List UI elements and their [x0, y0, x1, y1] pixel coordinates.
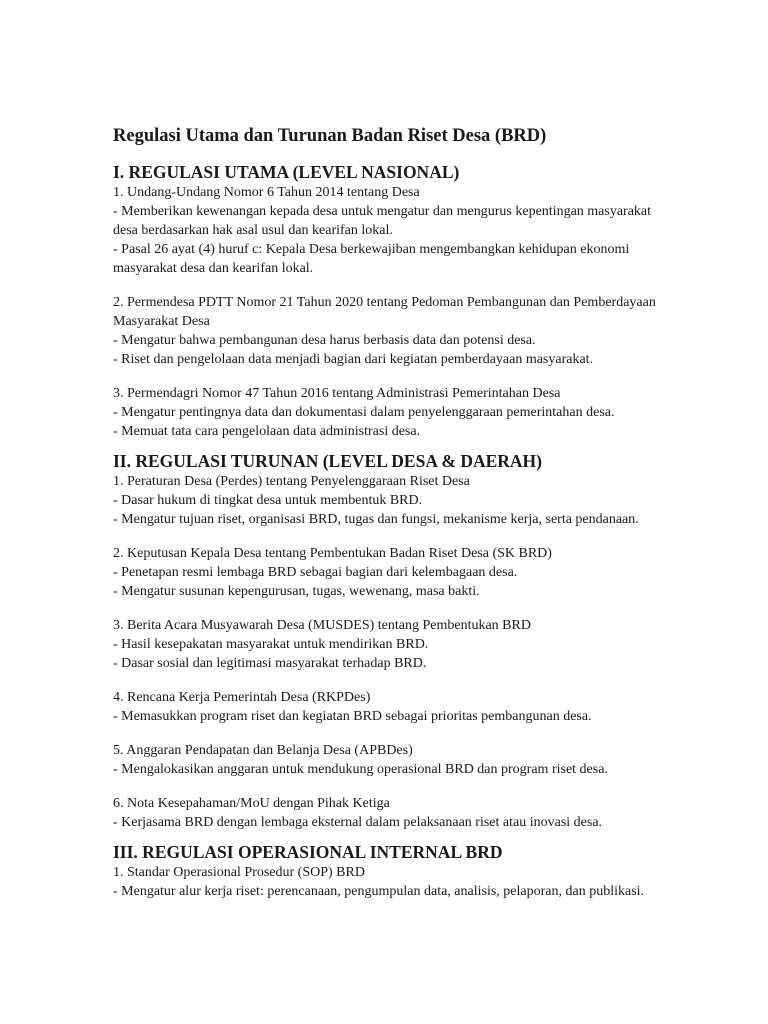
- item-title: 2. Keputusan Kepala Desa tentang Pembentukan Badan Riset Desa (SK BRD): [113, 546, 552, 561]
- list-item: [113, 544, 658, 601]
- item-point: - Mengatur tujuan riset, organisasi BRD, tugas dan fungsi, mekanisme kerja, serta pendanaan.: [113, 512, 639, 527]
- list-item: [113, 472, 658, 529]
- list-item: [113, 688, 658, 726]
- section-regulasi-operasional: [113, 841, 658, 901]
- document-title: Regulasi Utama dan Turunan Badan Riset Desa (BRD): [113, 126, 547, 146]
- item-point: - Mengalokasikan anggaran untuk mendukung operasional BRD dan program riset desa.: [113, 762, 608, 777]
- section-regulasi-utama: [113, 161, 658, 441]
- list-item: [113, 794, 658, 832]
- section-heading: II. REGULASI TURUNAN (LEVEL DESA & DAERAH): [113, 451, 542, 471]
- list-item: [113, 183, 658, 278]
- list-item: [113, 293, 658, 369]
- section-heading: III. REGULASI OPERASIONAL INTERNAL BRD: [113, 842, 503, 862]
- item-point: - Mengatur bahwa pembangunan desa harus berbasis data dan potensi desa.: [113, 333, 536, 348]
- item-point: - Dasar sosial dan legitimasi masyarakat terhadap BRD.: [113, 656, 427, 671]
- document-page: [113, 124, 658, 910]
- item-title: 2. Permendesa PDTT Nomor 21 Tahun 2020 tentang Pedoman Pembangunan dan Pemberdayaan Masyarakat Desa: [113, 295, 656, 329]
- item-title: 5. Anggaran Pendapatan dan Belanja Desa (APBDes): [113, 743, 413, 758]
- item-point: - Pasal 26 ayat (4) huruf c: Kepala Desa berkewajiban mengembangkan kehidupan ekonomi masyarakat desa dan kearifan lokal.: [113, 242, 630, 276]
- item-point: - Riset dan pengelolaan data menjadi bagian dari kegiatan pemberdayaan masyarakat.: [113, 352, 594, 367]
- list-item: [113, 616, 658, 673]
- item-point: - Mengatur alur kerja riset: perencanaan, pengumpulan data, analisis, pelaporan, dan publikasi.: [113, 884, 645, 899]
- item-point: - Memberikan kewenangan kepada desa untuk mengatur dan mengurus kepentingan masyarakat desa berdasarkan hak asal usul dan kearifan lokal.: [113, 204, 652, 238]
- item-point: - Mengatur susunan kepengurusan, tugas, wewenang, masa bakti.: [113, 584, 480, 599]
- section-heading: I. REGULASI UTAMA (LEVEL NASIONAL): [113, 162, 460, 182]
- item-point: - Dasar hukum di tingkat desa untuk membentuk BRD.: [113, 493, 423, 508]
- item-title: 1. Undang-Undang Nomor 6 Tahun 2014 tentang Desa: [113, 185, 420, 200]
- item-title: 1. Peraturan Desa (Perdes) tentang Penyelenggaraan Riset Desa: [113, 474, 470, 489]
- list-item: [113, 863, 658, 901]
- item-title: 4. Rencana Kerja Pemerintah Desa (RKPDes): [113, 690, 371, 705]
- item-title: 3. Permendagri Nomor 47 Tahun 2016 tentang Administrasi Pemerintahan Desa: [113, 386, 561, 401]
- list-item: [113, 741, 658, 779]
- item-title: 1. Standar Operasional Prosedur (SOP) BRD: [113, 865, 365, 880]
- section-regulasi-turunan: [113, 450, 658, 832]
- item-point: - Mengatur pentingnya data dan dokumentasi dalam penyelenggaraan pemerintahan desa.: [113, 405, 615, 420]
- item-point: - Kerjasama BRD dengan lembaga eksternal dalam pelaksanaan riset atau inovasi desa.: [113, 815, 603, 830]
- list-item: [113, 384, 658, 441]
- item-point: - Memasukkan program riset dan kegiatan BRD sebagai prioritas pembangunan desa.: [113, 709, 592, 724]
- item-title: 3. Berita Acara Musyawarah Desa (MUSDES) tentang Pembentukan BRD: [113, 618, 531, 633]
- item-point: - Hasil kesepakatan masyarakat untuk mendirikan BRD.: [113, 637, 429, 652]
- item-title: 6. Nota Kesepahaman/MoU dengan Pihak Ketiga: [113, 796, 390, 811]
- item-point: - Penetapan resmi lembaga BRD sebagai bagian dari kelembagaan desa.: [113, 565, 518, 580]
- item-point: - Memuat tata cara pengelolaan data administrasi desa.: [113, 424, 421, 439]
